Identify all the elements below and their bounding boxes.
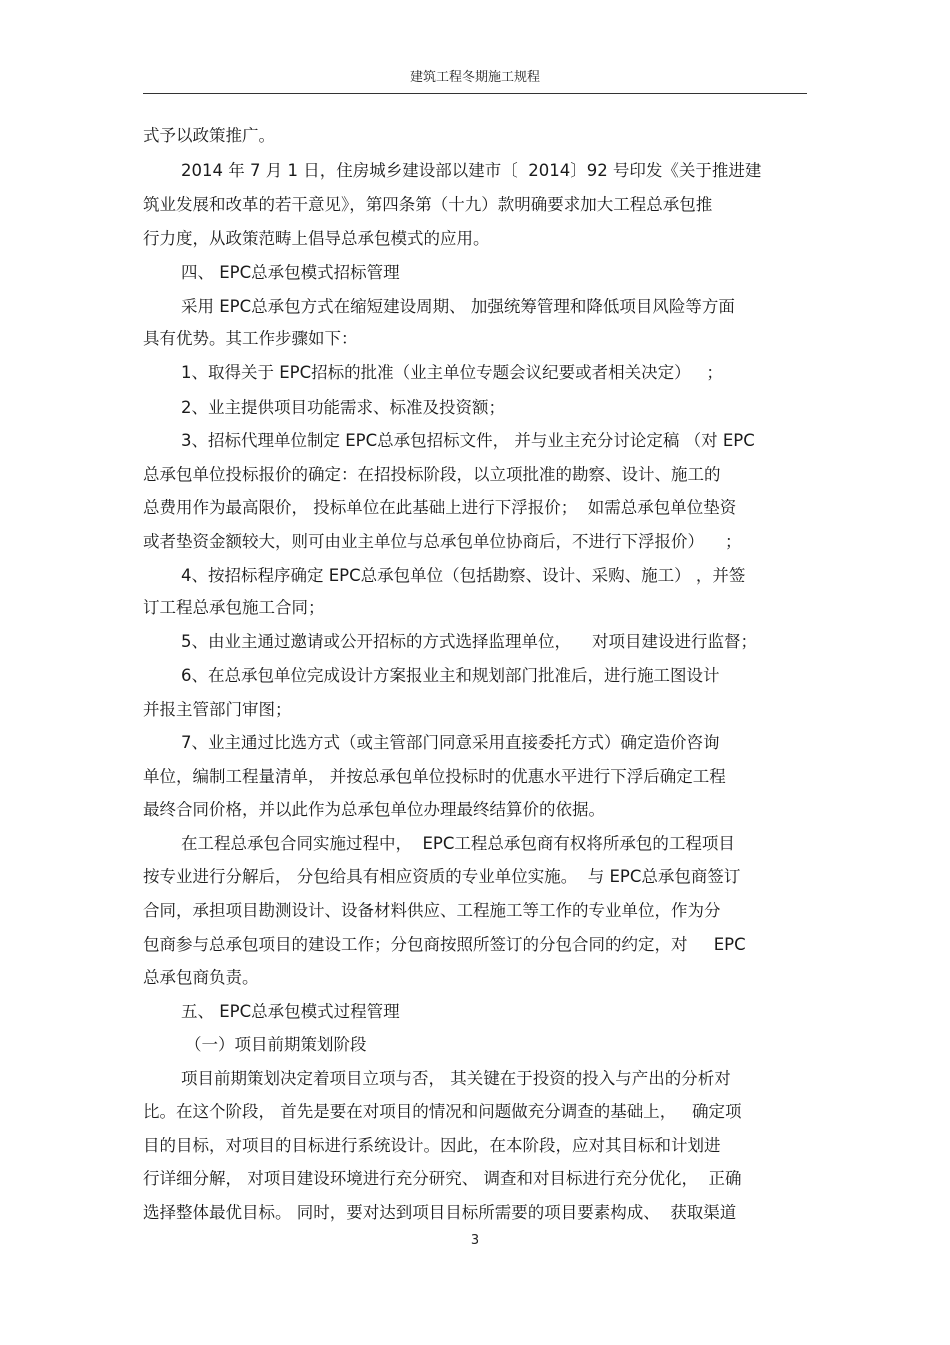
text-line: 在工程总承包合同实施过程中， EPC工程总承包商有权将所承包的工程项目 xyxy=(181,834,735,853)
text-line: 具有优势。其工作步骤如下： xyxy=(143,329,358,348)
text-line: 总费用作为最高限价， 投标单位在此基础上进行下浮报价； 如需总承包单位垫资 xyxy=(143,498,737,517)
text-line: 筑业发展和改革的若干意见》，第四条第（十九）款明确要求加大工程总承包推 xyxy=(143,195,713,214)
text-line: 5、由业主通过邀请或公开招标的方式选择监理单位， 对项目建设进行监督； xyxy=(181,632,757,651)
text-line: 总承包商负责。 xyxy=(143,968,259,987)
subsection-heading: （一）项目前期策划阶段 xyxy=(185,1035,367,1054)
text-line: 行力度，从政策范畴上倡导总承包模式的应用。 xyxy=(143,229,490,248)
section-heading: 五、 EPC总承包模式过程管理 xyxy=(181,1002,400,1021)
text-line: 1、取得关于 EPC招标的批准（业主单位专题会议纪要或者相关决定） ； xyxy=(181,363,723,382)
text-line: 并报主管部门审图； xyxy=(143,700,292,719)
text-line: 目的目标，对项目的目标进行系统设计。因此，在本阶段，应对其目标和计划进 xyxy=(143,1136,721,1155)
text-line: 按专业进行分解后， 分包给具有相应资质的专业单位实施。 与 EPC总承包商签订 xyxy=(143,867,741,886)
page-number: 3 xyxy=(470,1233,480,1248)
text-line: 4、按招标程序确定 EPC总承包单位（包括勘察、设计、采购、施工） ，并签 xyxy=(181,566,746,585)
text-line: 项目前期策划决定着项目立项与否， 其关键在于投资的投入与产出的分析对 xyxy=(181,1069,731,1088)
page-header-title: 建筑工程冬期施工规程 xyxy=(409,70,540,85)
text-line: 或者垫资金额较大，则可由业主单位与总承包单位协商后，不进行下浮报价） ； xyxy=(143,532,742,551)
text-line: 最终合同价格，并以此作为总承包单位办理最终结算价的依据。 xyxy=(143,800,605,819)
text-line: 行详细分解， 对项目建设环境进行充分研究、 调查和对目标进行充分优化， 正确 xyxy=(143,1169,742,1188)
text-line: 2014 年 7 月 1 日，住房城乡建设部以建市〔 2014〕92 号印发《关于推进建 xyxy=(181,161,762,180)
text-line: 单位，编制工程量清单， 并按总承包单位投标时的优惠水平进行下浮后确定工程 xyxy=(143,767,726,786)
text-line: 6、在总承包单位完成设计方案报业主和规划部门批准后，进行施工图设计 xyxy=(181,666,720,685)
text-line: 7、业主通过比选方式（或主管部门同意采用直接委托方式）确定造价咨询 xyxy=(181,733,720,752)
section-heading: 四、 EPC总承包模式招标管理 xyxy=(181,263,400,282)
text-line: 2、业主提供项目功能需求、标准及投资额； xyxy=(181,398,505,417)
text-line: 合同，承担项目勘测设计、设备材料供应、工程施工等工作的专业单位，作为分 xyxy=(143,901,721,920)
text-line: 式予以政策推广。 xyxy=(143,126,275,145)
text-line: 3、招标代理单位制定 EPC总承包招标文件， 并与业主充分讨论定稿 （对 EPC xyxy=(181,431,755,450)
text-line: 选择整体最优目标。 同时，要对达到项目目标所需要的项目要素构成、 获取渠道 xyxy=(143,1203,737,1222)
text-line: 总承包单位投标报价的确定：在招投标阶段，以立项批准的勘察、设计、施工的 xyxy=(143,465,721,484)
text-line: 采用 EPC总承包方式在缩短建设周期、 加强统筹管理和降低项目风险等方面 xyxy=(181,297,735,316)
text-line: 订工程总承包施工合同； xyxy=(143,598,325,617)
header-rule xyxy=(143,93,807,94)
text-line: 包商参与总承包项目的建设工作；分包商按照所签订的分包合同的约定，对 EPC xyxy=(143,935,746,954)
text-line: 比。在这个阶段， 首先是要在对项目的情况和问题做充分调查的基础上， 确定项 xyxy=(143,1102,742,1121)
